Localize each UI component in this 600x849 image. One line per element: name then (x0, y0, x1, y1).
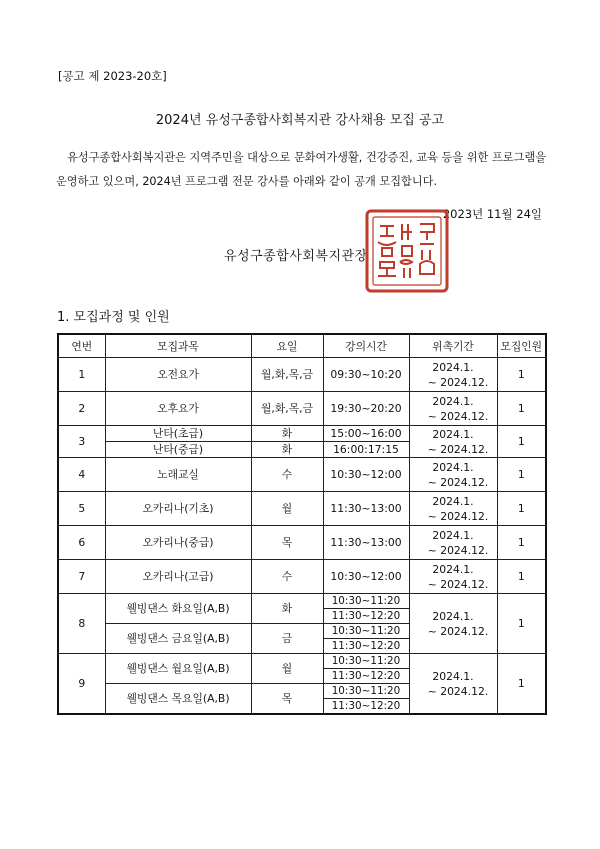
header-cell-subject: 모집과목 (105, 334, 251, 358)
cell-time: 11:30~12:20 (323, 699, 409, 715)
cell-time: 10:30~12:00 (323, 458, 409, 492)
cell-count: 1 (497, 458, 546, 492)
cell-subject: 오전요가 (105, 358, 251, 392)
header-cell-no: 연번 (58, 334, 105, 358)
cell-time: 11:30~12:20 (323, 669, 409, 684)
cell-subject: 노래교실 (105, 458, 251, 492)
cell-time: 11:30~12:20 (323, 639, 409, 654)
cell-subject: 오카리나(기초) (105, 492, 251, 526)
cell-subject: 난타(초급) (105, 426, 251, 442)
cell-no: 8 (58, 594, 105, 654)
cell-day: 화 (251, 594, 323, 624)
period-end: ~ 2024.12. (427, 375, 489, 389)
cell-day: 화 (251, 442, 323, 458)
cell-subject: 웰빙댄스 금요일(A,B) (105, 624, 251, 654)
period-end: ~ 2024.12. (427, 684, 489, 698)
table-row (58, 426, 546, 442)
period-start: 2024.1. (432, 460, 474, 474)
table-row (58, 526, 546, 560)
document-date: 2023년 11월 24일 (442, 207, 542, 221)
cell-subject: 웰빙댄스 화요일(A,B) (105, 594, 251, 624)
period-start: 2024.1. (432, 609, 474, 623)
table-row (58, 458, 546, 492)
cell-time: 10:30~11:20 (323, 624, 409, 639)
period-start: 2024.1. (432, 394, 474, 408)
cell-time: 11:30~13:00 (323, 492, 409, 526)
cell-time: 10:30~11:20 (323, 594, 409, 609)
cell-no: 6 (58, 526, 105, 560)
header-cell-count: 모집인원 (497, 334, 546, 358)
cell-day: 수 (251, 458, 323, 492)
table-row (58, 594, 546, 609)
cell-period (409, 594, 497, 654)
table-row (58, 560, 546, 594)
cell-day: 월,화,목,금 (251, 358, 323, 392)
header-cell-period: 위촉기간 (409, 334, 497, 358)
table-row (58, 492, 546, 526)
period-end: ~ 2024.12. (427, 442, 489, 456)
cell-day: 목 (251, 526, 323, 560)
signer-title: 유성구종합사회복지관장 (224, 249, 368, 264)
cell-day: 월 (251, 654, 323, 684)
cell-period (409, 492, 497, 526)
cell-subject: 오후요가 (105, 392, 251, 426)
period-end: ~ 2024.12. (427, 475, 489, 489)
cell-subject: 오카리나(고급) (105, 560, 251, 594)
cell-time: 16:00:17:15 (323, 442, 409, 458)
cell-no: 5 (58, 492, 105, 526)
cell-count: 1 (497, 594, 546, 654)
cell-no: 4 (58, 458, 105, 492)
period-start: 2024.1. (432, 528, 474, 542)
cell-day: 월,화,목,금 (251, 392, 323, 426)
cell-period (409, 392, 497, 426)
cell-period (409, 426, 497, 458)
cell-count: 1 (497, 426, 546, 458)
cell-subject: 난타(중급) (105, 442, 251, 458)
cell-no: 2 (58, 392, 105, 426)
cell-no: 1 (58, 358, 105, 392)
period-end: ~ 2024.12. (427, 409, 489, 423)
cell-day: 화 (251, 426, 323, 442)
period-start: 2024.1. (432, 494, 474, 508)
table-row (58, 358, 546, 392)
cell-count: 1 (497, 492, 546, 526)
period-start: 2024.1. (432, 360, 474, 374)
period-end: ~ 2024.12. (427, 509, 489, 523)
cell-time: 11:30~12:20 (323, 609, 409, 624)
cell-time: 09:30~10:20 (323, 358, 409, 392)
header-cell-day: 요일 (251, 334, 323, 358)
cell-day: 목 (251, 684, 323, 715)
intro-paragraph: 유성구종합사회복지관은 지역주민을 대상으로 문화여가생활, 건강증진, 교육 등을 위한 프로그램을 운영하고 있으며, 2024년 프로그램 전문 강사를 아래와 같이 공개 모집합니다. (56, 151, 546, 188)
cell-no: 3 (58, 426, 105, 458)
period-end: ~ 2024.12. (427, 624, 489, 638)
header-cell-time: 강의시간 (323, 334, 409, 358)
cell-no: 7 (58, 560, 105, 594)
cell-period (409, 560, 497, 594)
cell-no: 9 (58, 654, 105, 715)
table-header-row (58, 334, 546, 358)
cell-period (409, 358, 497, 392)
cell-time: 10:30~11:20 (323, 684, 409, 699)
cell-count: 1 (497, 654, 546, 715)
table-row (58, 392, 546, 426)
cell-period (409, 458, 497, 492)
cell-day: 월 (251, 492, 323, 526)
cell-time: 19:30~20:20 (323, 392, 409, 426)
cell-day: 금 (251, 624, 323, 654)
cell-time: 15:00~16:00 (323, 426, 409, 442)
period-start: 2024.1. (432, 427, 474, 441)
table-row (58, 654, 546, 669)
cell-time: 11:30~13:00 (323, 526, 409, 560)
period-end: ~ 2024.12. (427, 577, 489, 591)
cell-count: 1 (497, 358, 546, 392)
cell-period (409, 526, 497, 560)
cell-period (409, 654, 497, 715)
recruitment-table (57, 333, 547, 715)
period-end: ~ 2024.12. (427, 543, 489, 557)
cell-count: 1 (497, 392, 546, 426)
document-title: 2024년 유성구종합사회복지관 강사채용 모집 공고 (155, 113, 445, 128)
cell-time: 10:30~12:00 (323, 560, 409, 594)
cell-count: 1 (497, 526, 546, 560)
official-seal-icon (364, 208, 450, 294)
period-start: 2024.1. (432, 669, 474, 683)
period-start: 2024.1. (432, 562, 474, 576)
section-title: 1. 모집과정 및 인원 (57, 310, 170, 325)
cell-time: 10:30~11:20 (323, 654, 409, 669)
cell-subject: 웰빙댄스 목요일(A,B) (105, 684, 251, 715)
cell-count: 1 (497, 560, 546, 594)
cell-subject: 웰빙댄스 월요일(A,B) (105, 654, 251, 684)
cell-subject: 오카리나(중급) (105, 526, 251, 560)
notice-number: [공고 제 2023-20호] (58, 69, 167, 83)
cell-day: 수 (251, 560, 323, 594)
